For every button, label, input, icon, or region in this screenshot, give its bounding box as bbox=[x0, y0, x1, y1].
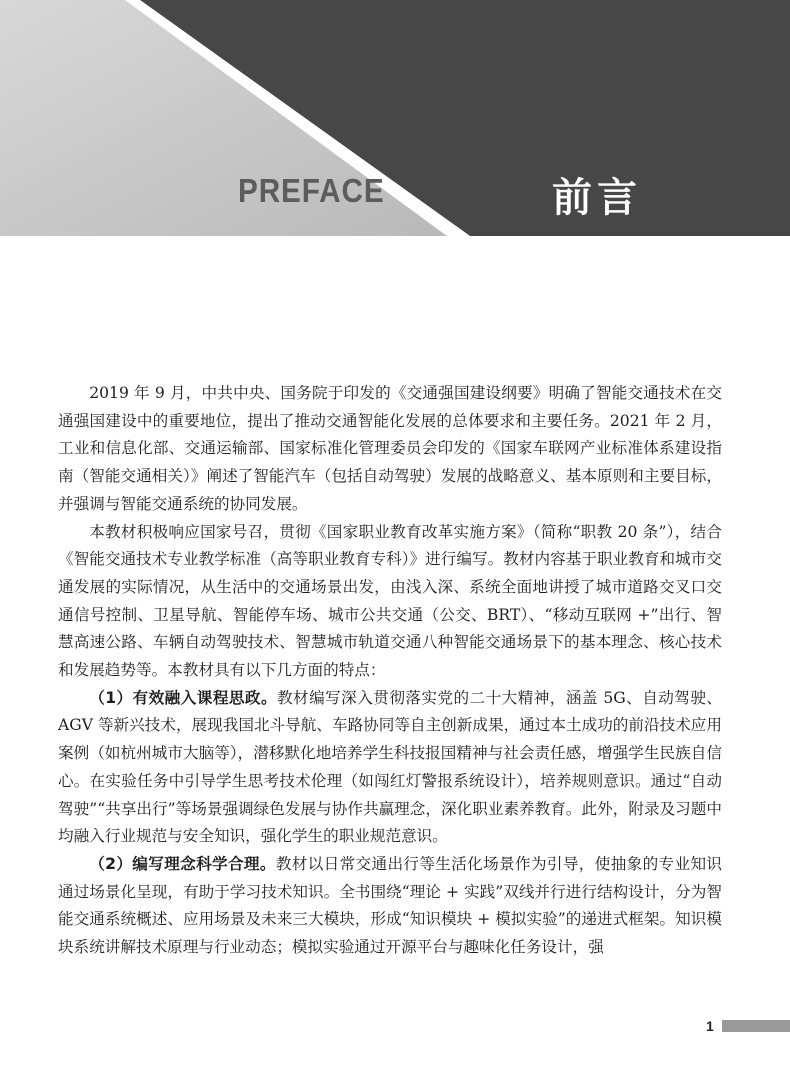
paragraph-text: 教材以日常交通出行等生活化场景作为引导，使抽象的专业知识通过场景化呈现，有助于学习技术知识。全书围绕“理论 + 实践”双线并行进行结构设计，分为智能交通系统概述、应用场景及未来三大模块，形成“知识模块 + 模拟实验”的递进式框架。知识模块系统讲解技术原理与行业动态；模拟实验通过开源平台与趣味化任务设计，强 bbox=[58, 854, 722, 957]
preface-body bbox=[58, 380, 722, 962]
preface-title-en: PREFACE bbox=[238, 172, 385, 209]
paragraph bbox=[58, 380, 722, 519]
paragraph bbox=[58, 851, 722, 962]
page-number: 1 bbox=[706, 1018, 714, 1034]
preface-title-cn: 前言 bbox=[552, 175, 642, 221]
paragraph-text: 本教材积极响应国家号召，贯彻《国家职业教育改革实施方案》（简称“职教 20 条”），结合《智能交通技术专业教学标准（高等职业教育专科）》进行编写。教材内容基于职业教育和城市交通发展的实际情况，从生活中的交通场景出发，由浅入深、系统全面地讲授了城市道路交叉口交通信号控制、卫星导航、智能停车场、城市公共交通（公交、BRT）、“移动互联网 +”出行、智慧高速公路、车辆自动驾驶技术、智慧城市轨道交通八种智能交通场景下的基本理念、核心技术和发展趋势等。本教材具有以下几方面的特点： bbox=[58, 522, 722, 680]
page-number-bar bbox=[722, 1020, 790, 1032]
paragraph-lead: （1）有效融入课程思政。 bbox=[89, 688, 277, 707]
header-banner bbox=[0, 0, 790, 236]
paragraph-text: 教材编写深入贯彻落实党的二十大精神，涵盖 5G、自动驾驶、AGV 等新兴技术，展现我国北斗导航、车路协同等自主创新成果，通过本土成功的前沿技术应用案例（如杭州城市大脑等），潜移默化地培养学生科技报国精神与社会责任感，增强学生民族自信心。在实验任务中引导学生思考技术伦理（如闯红灯警报系统设计），培养规则意识。通过“自动驾驶”“共享出行”等场景强调绿色发展与协作共赢理念，深化职业素养教育。此外，附录及习题中均融入行业规范与安全知识，强化学生的职业规范意识。 bbox=[58, 688, 722, 846]
paragraph-lead: （2）编写理念科学合理。 bbox=[89, 854, 276, 873]
paragraph bbox=[58, 685, 722, 851]
paragraph bbox=[58, 519, 722, 685]
paragraph-text: 2019 年 9 月，中共中央、国务院于印发的《交通强国建设纲要》明确了智能交通技术在交通强国建设中的重要地位，提出了推动交通智能化发展的总体要求和主要任务。2021 年 2 月，工业和信息化部、交通运输部、国家标准化管理委员会印发的《国家车联网产业标准体系建设指南（智能交通相关）》阐述了智能汽车（包括自动驾驶）发展的战略意义、基本原则和主要目标，并强调与智能交通系统的协同发展。 bbox=[58, 384, 722, 513]
